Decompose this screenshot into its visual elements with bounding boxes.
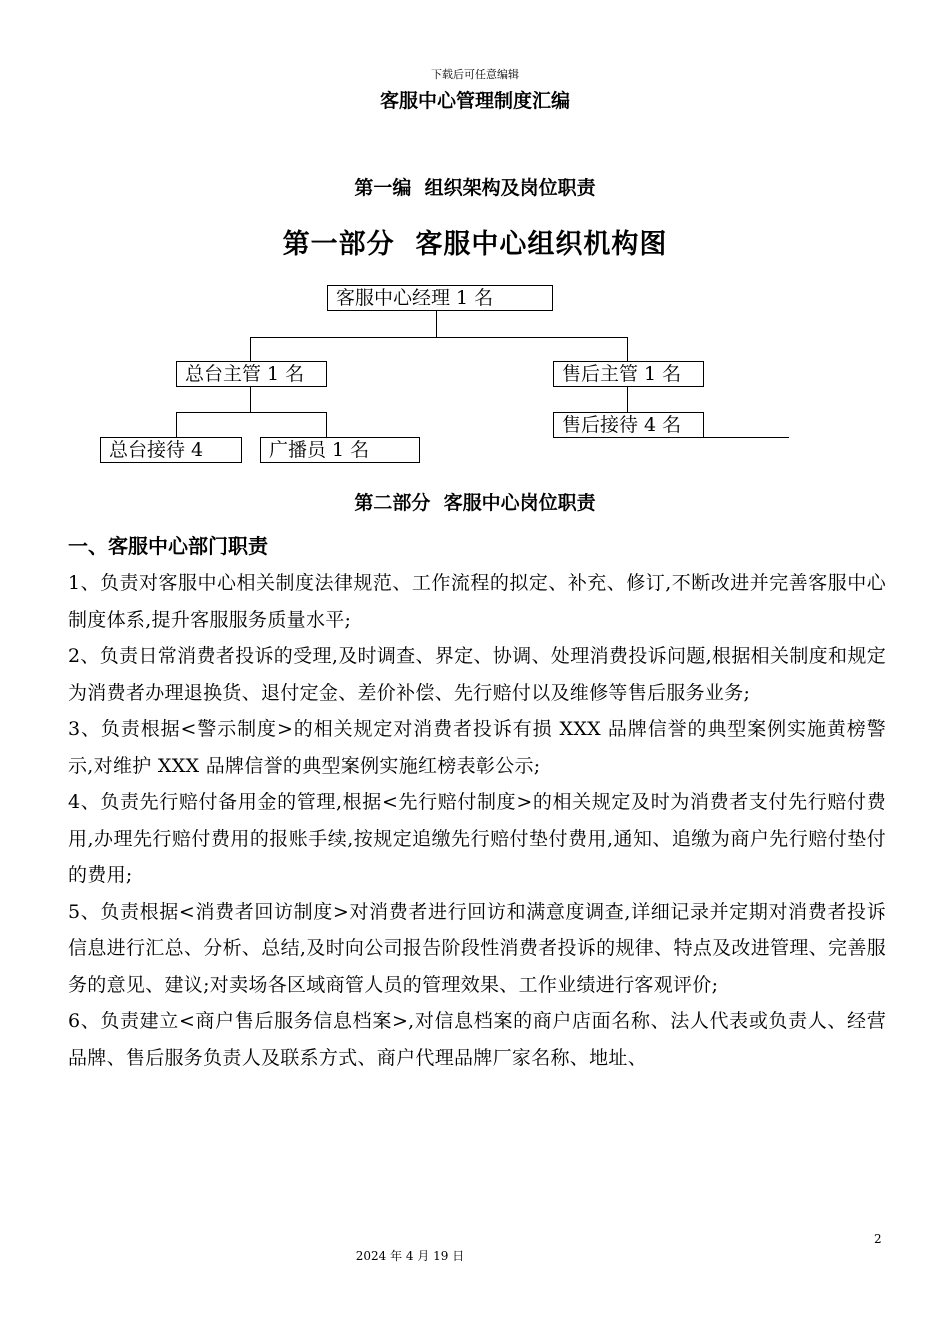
org-connector — [627, 387, 628, 412]
org-connector — [250, 337, 251, 361]
paragraph: 5、负责根据<消费者回访制度>对消费者进行回访和满意度调查,详细记录并定期对消费者投诉信息进行汇总、分析、总结,及时向公司报告阶段性消费者投诉的规律、特点及改进管理、完善服务的意见、建议;对卖场各区域商管人员的管理效果、工作业绩进行客观评价; — [68, 900, 886, 996]
org-connector — [627, 337, 628, 361]
org-box-broadcaster: 广播员 1 名 — [260, 437, 420, 463]
heading-department-duties: 一、客服中心部门职责 — [68, 534, 268, 558]
paragraph: 3、负责根据<警示制度>的相关规定对消费者投诉有损 XXX 品牌信誉的典型案例实施黄榜警示,对维护 XXX 品牌信誉的典型案例实施红榜表彰公示; — [68, 718, 886, 777]
org-connector — [326, 412, 327, 437]
org-box-manager: 客服中心经理 1 名 — [327, 285, 553, 311]
org-box-after-sales-reception: 售后接待 4 名 — [553, 412, 704, 438]
paragraph: 6、负责建立<商户售后服务信息档案>,对信息档案的商户店面名称、法人代表或负责人、经营品牌、售后服务负责人及联系方式、商户代理品牌厂家名称、地址、 — [68, 1010, 886, 1069]
part-one-title: 第一编 组织架构及岗位职责 — [354, 177, 596, 199]
org-connector — [250, 387, 251, 412]
org-box-front-desk-reception: 总台接待 4 — [100, 437, 242, 463]
org-connector — [703, 437, 789, 438]
paragraph: 4、负责先行赔付备用金的管理,根据<先行赔付制度>的相关规定及时为消费者支付先行赔付费用,办理先行赔付费用的报账手续,按规定追缴先行赔付垫付费用,通知、追缴为商户先行赔付垫付的费用; — [68, 791, 886, 886]
header-note: 下载后可任意编辑 — [431, 68, 519, 81]
org-box-after-sales-supervisor: 售后主管 1 名 — [553, 361, 704, 387]
body-text — [68, 565, 886, 1076]
document-title: 客服中心管理制度汇编 — [379, 90, 570, 112]
section-one-title: 第一部分 客服中心组织机构图 — [282, 229, 668, 260]
org-box-front-desk-supervisor: 总台主管 1 名 — [176, 361, 327, 387]
footer-date: 2024 年 4 月 19 日 — [355, 1249, 465, 1263]
section-two-title: 第二部分 客服中心岗位职责 — [354, 492, 596, 514]
org-chart — [0, 280, 950, 470]
org-connector — [436, 311, 437, 337]
org-connector — [250, 337, 628, 338]
paragraph: 2、负责日常消费者投诉的受理,及时调查、界定、协调、处理消费投诉问题,根据相关制度和规定为消费者办理退换货、退付定金、差价补偿、先行赔付以及维修等售后服务业务; — [68, 645, 886, 704]
paragraph: 1、负责对客服中心相关制度法律规范、工作流程的拟定、补充、修订,不断改进并完善客服中心制度体系,提升客服服务质量水平; — [68, 572, 886, 631]
org-connector — [176, 412, 177, 437]
page-number: 2 — [874, 1232, 882, 1246]
org-connector — [176, 412, 327, 413]
